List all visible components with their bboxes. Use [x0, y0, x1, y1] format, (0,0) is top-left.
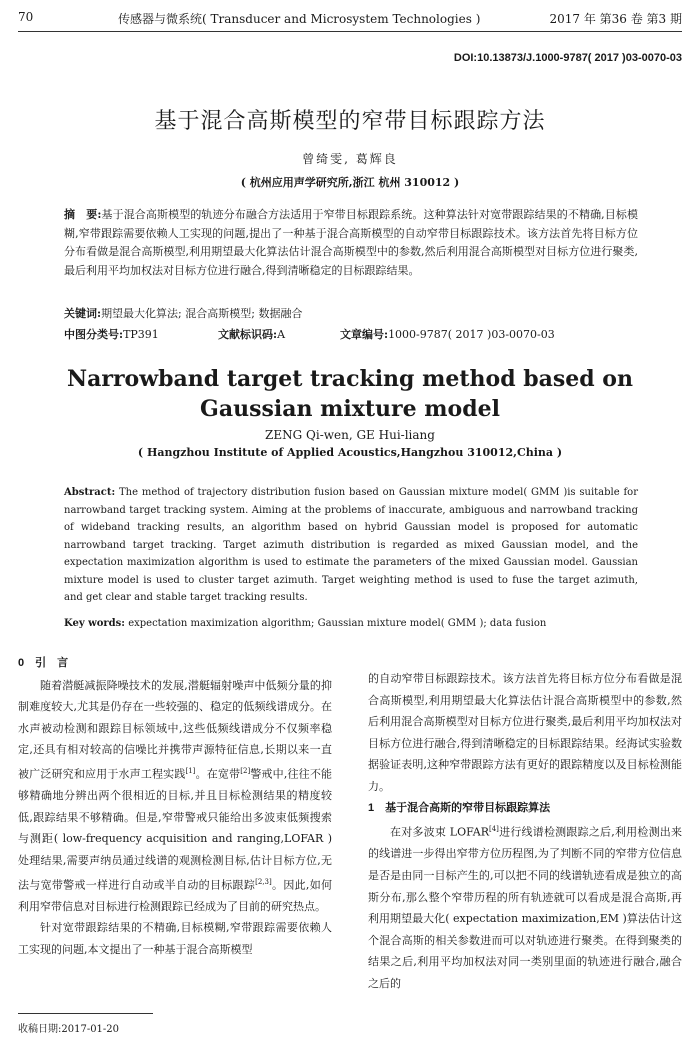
section-0-heading: 0 引 言	[18, 657, 69, 669]
title-en	[0, 364, 700, 424]
title-cn: 基于混合高斯模型的窄带目标跟踪方法	[154, 109, 546, 134]
keywords-cn	[64, 305, 638, 321]
citation-4: [4]	[489, 825, 499, 834]
article-label: 文章编号:	[340, 328, 389, 341]
affiliation-cn: ( 杭州应用声学研究所,浙江 杭州 310012 )	[240, 176, 460, 189]
abstract-cn-label: 摘 要:	[64, 208, 102, 221]
affiliation-en: ( Hangzhou Institute of Applied Acoustics,Hangzhou 310012,China )	[137, 446, 563, 459]
header-rule	[18, 31, 682, 32]
received-date: 收稿日期:2017-01-20	[18, 1024, 120, 1035]
clc-value: TP391	[123, 328, 159, 341]
method-text-b: 进行线谱检测跟踪之后,利用检测出来的线谱进一步得出窄带方位历程图,为了判断不同的窄带方位信息是否是由同一目标产生的,可以把不同的线谱轨迹看成是独立的高斯分布,那么整个窄带历程的所有轨迹就可以看成是混合高斯,再利用期望最大化( expectation maximization,EM )算法估计这个混合高斯的相关参数进而可以对轨迹进行聚类。在得到聚类的结果之后,利用平均加权法对同一类别里面的轨迹进行融合,融合之后的	[368, 825, 682, 990]
abstract-en	[64, 484, 638, 607]
doc-value: A	[277, 328, 286, 341]
section-0-paragraph-2-continued: 的自动窄带目标跟踪技术。该方法首先将目标方位分布看做是混合高斯模型,利用期望最大化算法估计混合高斯模型中的参数,然后利用混合高斯模型对目标方位进行聚类,最后利用平均加权法对目标方位进行融合,得到清晰稳定的目标跟踪结果。经海试实验数据验证表明,这种窄带跟踪方法有更好的跟踪精度以及目标检测能力。	[368, 672, 682, 793]
article-number	[340, 326, 555, 342]
abstract-cn-text: 基于混合高斯模型的轨迹分布融合方法适用于窄带目标跟踪系统。这种算法针对宽带跟踪结果的不精确,目标模糊,窄带跟踪需要依赖人工实现的问题,提出了一种基于混合高斯模型的自动窄带目标跟踪技术。该方法首先将目标方位分布看做是混合高斯模型,利用期望最大化算法估计混合高斯模型中的参数,然后利用混合高斯模型对目标方位进行聚类,最后利用平均加权法对目标方位进行融合,得到清晰稳定的目标跟踪结果。	[64, 208, 638, 277]
citation-3: [2,3]	[255, 877, 272, 886]
keywords-en	[64, 618, 638, 629]
keywords-cn-label: 关键词:	[64, 307, 102, 320]
footer-rule	[18, 1013, 153, 1014]
section-0-paragraph-1	[18, 675, 332, 918]
abstract-cn	[64, 206, 638, 280]
intro-text-d: 。因此,如何利用窄带信息对目标进行检测跟踪已经成为了目前的研究热点。	[18, 878, 332, 913]
column-right	[368, 668, 682, 995]
keywords-cn-text: 期望最大化算法; 混合高斯模型; 数据融合	[101, 307, 303, 320]
title-en-line2: Gaussian mixture model	[200, 396, 500, 422]
journal-name: 传感器与微系统( Transducer and Microsystem Technologies )	[118, 12, 481, 26]
article-value: 1000-9787( 2017 )03-0070-03	[388, 328, 555, 341]
section-1-heading: 1 基于混合高斯的窄带目标跟踪算法	[368, 801, 551, 814]
method-text-a: 在对多波束 LOFAR	[390, 825, 489, 839]
abstract-en-text: The method of trajectory distribution fusion based on Gaussian mixture model( GMM )is suitable for narrowband target tracking system. Aiming at the problems of inaccurate, ambiguous and narrowband tracking of wideband tracking results, an algorithm based on hybrid Gaussian model is proposed for automatic narrowband target tracking. Target azimuth distribution is regarded as mixed Gaussian model, and the expectation maximization algorithm is used to estimate the parameters of the mixed Gaussian model. Gaussian mixture model is used to cluster target azimuth. Target weighting method is used to fuse the target azimuth, and get clear and stable target tracking results.	[64, 487, 638, 603]
doi: DOI:10.13873/J.1000-9787( 2017 )03-0070-03	[453, 52, 682, 64]
column-left	[18, 653, 332, 961]
section-1-paragraph-1	[368, 819, 682, 994]
clc-number	[64, 326, 159, 342]
authors-en: ZENG Qi-wen, GE Hui-liang	[265, 428, 435, 442]
authors-cn: 曾绮雯, 葛辉良	[302, 152, 398, 166]
section-0-paragraph-2: 针对宽带跟踪结果的不精确,目标模糊,窄带跟踪需要依赖人工实现的问题,本文提出了一种基于混合高斯模型	[18, 921, 332, 957]
doc-code	[218, 326, 285, 342]
intro-text-b: 。在宽带	[195, 767, 241, 781]
intro-text-c: 警戒中,往往不能够精确地分辨出两个很相近的目标,并且目标检测结果的精度较低,跟踪结果不够精确。但是,窄带警戒只能给出多波束低频搜索与测距( low-frequency acquisition and ranging,LOFAR )处理结果,需要声纳员通过线谱的观测检测目标,估计目标方位,无法与宽带警戒一样进行自动或半自动的目标跟踪	[18, 767, 333, 892]
doc-label: 文献标识码:	[218, 328, 278, 341]
abstract-en-label: Abstract:	[64, 487, 116, 498]
citation-1: [1]	[185, 766, 196, 775]
issue-info: 2017 年 第36 卷 第3 期	[549, 12, 682, 26]
keywords-en-label: Key words:	[64, 618, 125, 629]
page-number: 70	[18, 10, 34, 24]
keywords-en-text: expectation maximization algorithm; Gaussian mixture model( GMM ); data fusion	[128, 618, 547, 629]
title-en-line1: Narrowband target tracking method based on	[67, 366, 633, 392]
clc-label: 中图分类号:	[64, 328, 124, 341]
citation-2: [2]	[240, 766, 251, 775]
intro-text-a: 随着潜艇减振降噪技术的发展,潜艇辐射噪声中低频分量的抑制难度较大,尤其是仍存在一些较强的、稳定的低频线谱成分。在水声被动检测和跟踪目标领域中,这些低频线谱成分不仅频率稳定,还具有相对较高的信噪比并携带声源特征信息,长期以来一直被广泛研究和应用于水声工程实践	[18, 678, 332, 781]
